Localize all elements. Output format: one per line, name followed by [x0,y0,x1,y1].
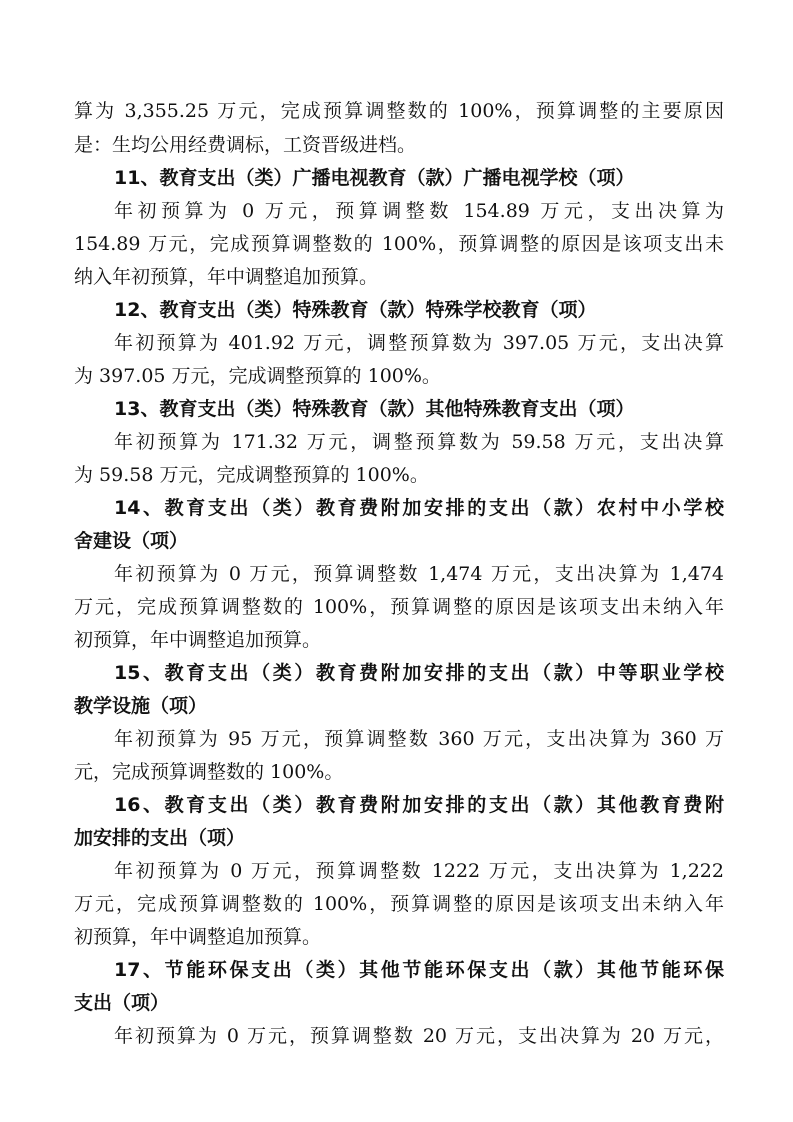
body-text-line: 年初预算为 0 万元，预算调整数 1,474 万元，支出决算为 1,474 [114,563,724,585]
body-text-line: 年初预算为 0 万元，预算调整数 154.89 万元，支出决算为 [114,200,724,222]
section-heading-12: 12、教育支出（类）特殊教育（款）特殊学校教育（项） [114,299,597,321]
section-heading-17: 17、节能环保支出（类）其他节能环保支出（款）其他节能环保 [114,959,724,981]
section-heading-16: 16、教育支出（类）教育费附加安排的支出（款）其他教育费附 [114,794,724,816]
section-heading-14-cont: 舍建设（项） [74,530,189,552]
body-text-line: 初预算，年中调整追加预算。 [74,926,322,948]
body-text-line: 是：生均公用经费调标，工资晋级进档。 [74,134,417,156]
body-text-line: 元，完成预算调整数的 100%。 [74,761,344,783]
section-heading-13: 13、教育支出（类）特殊教育（款）其他特殊教育支出（项） [114,398,635,420]
section-heading-17-cont: 支出（项） [74,992,170,1014]
body-text-line: 初预算，年中调整追加预算。 [74,629,322,651]
body-text-line: 年初预算为 0 万元，预算调整数 20 万元，支出决算为 20 万元， [114,1025,724,1047]
section-heading-15-cont: 教学设施（项） [74,695,208,717]
section-heading-11: 11、教育支出（类）广播电视教育（款）广播电视学校（项） [114,167,635,189]
body-text-line: 154.89 万元，完成预算调整数的 100%，预算调整的原因是该项支出未 [74,233,724,255]
body-text-line: 年初预算为 401.92 万元，调整预算数为 397.05 万元，支出决算 [114,332,724,354]
body-text-line: 纳入年初预算，年中调整追加预算。 [74,266,379,288]
body-text-line: 为 397.05 万元，完成调整预算的 100%。 [74,365,441,387]
body-text-line: 为 59.58 万元，完成调整预算的 100%。 [74,464,429,486]
body-text-line: 年初预算为 171.32 万元，调整预算数为 59.58 万元，支出决算 [114,431,724,453]
body-text-line: 万元，完成预算调整数的 100%，预算调整的原因是该项支出未纳入年 [74,596,724,618]
body-text-line: 万元，完成预算调整数的 100%，预算调整的原因是该项支出未纳入年 [74,893,724,915]
body-text-line: 年初预算为 95 万元，预算调整数 360 万元，支出决算为 360 万 [114,728,724,750]
section-heading-14: 14、教育支出（类）教育费附加安排的支出（款）农村中小学校 [114,497,724,519]
section-heading-16-cont: 加安排的支出（项） [74,827,246,849]
body-text-line: 年初预算为 0 万元，预算调整数 1222 万元，支出决算为 1,222 [114,860,724,882]
section-heading-15: 15、教育支出（类）教育费附加安排的支出（款）中等职业学校 [114,662,724,684]
body-text-line: 算为 3,355.25 万元，完成预算调整数的 100%，预算调整的主要原因 [74,100,724,122]
